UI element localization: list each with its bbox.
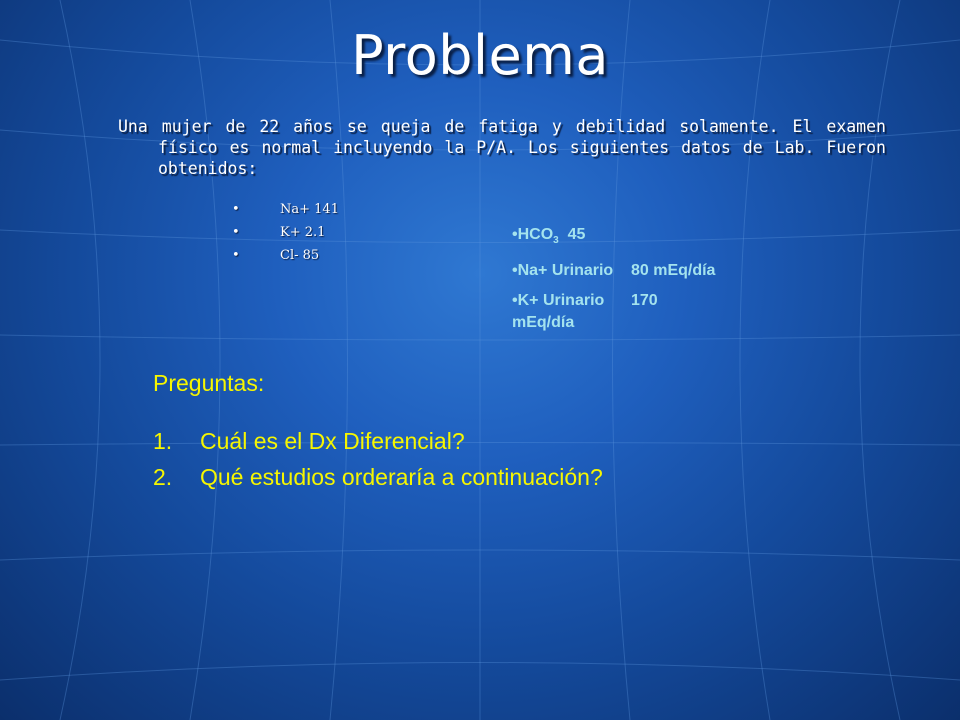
lab-item-label: Na+ 141 — [280, 202, 339, 217]
bullet: • — [232, 225, 240, 240]
bullet: • — [512, 226, 518, 243]
lab-item-urinary-sodium — [512, 260, 812, 282]
questions-section — [153, 368, 853, 498]
question-text: Cuál es el Dx Diferencial? — [200, 428, 465, 454]
lab-item-potassium — [232, 221, 339, 244]
lab-item-subscript: 3 — [553, 235, 559, 247]
lab-item-label: •K+ Urinario 170 mEq/día — [512, 292, 663, 332]
lab-results-serum — [232, 198, 339, 267]
lab-item-value: 45 — [558, 226, 586, 243]
case-description-text: Una mujer de 22 años se queja de fatiga y debilidad solamente. El examen físico es normal incluyendo la P/A. Los siguientes datos de Lab. Fueron obtenidos: — [118, 117, 886, 178]
lab-item-sodium — [232, 198, 339, 221]
questions-list — [153, 426, 853, 492]
slide-title: Problema — [351, 24, 609, 87]
case-description — [118, 116, 886, 179]
lab-item-label: HCO — [517, 226, 554, 243]
lab-item-chloride — [232, 244, 339, 267]
question-item — [153, 426, 853, 456]
question-item — [153, 462, 853, 492]
lab-results-additional — [512, 224, 812, 342]
bullet: • — [232, 202, 240, 217]
lab-item-label: •Na+ Urinario 80 mEq/día — [512, 262, 716, 280]
lab-item-urinary-potassium — [512, 290, 712, 334]
bullet: • — [232, 248, 240, 263]
lab-item-bicarbonate — [512, 224, 812, 252]
lab-item-label: K+ 2.1 — [280, 225, 326, 240]
questions-heading: Preguntas: — [153, 370, 265, 396]
question-number: 2. — [153, 464, 173, 490]
lab-item-label: Cl- 85 — [280, 248, 320, 263]
question-number: 1. — [153, 428, 173, 454]
question-text: Qué estudios orderaría a continuación? — [200, 464, 603, 490]
